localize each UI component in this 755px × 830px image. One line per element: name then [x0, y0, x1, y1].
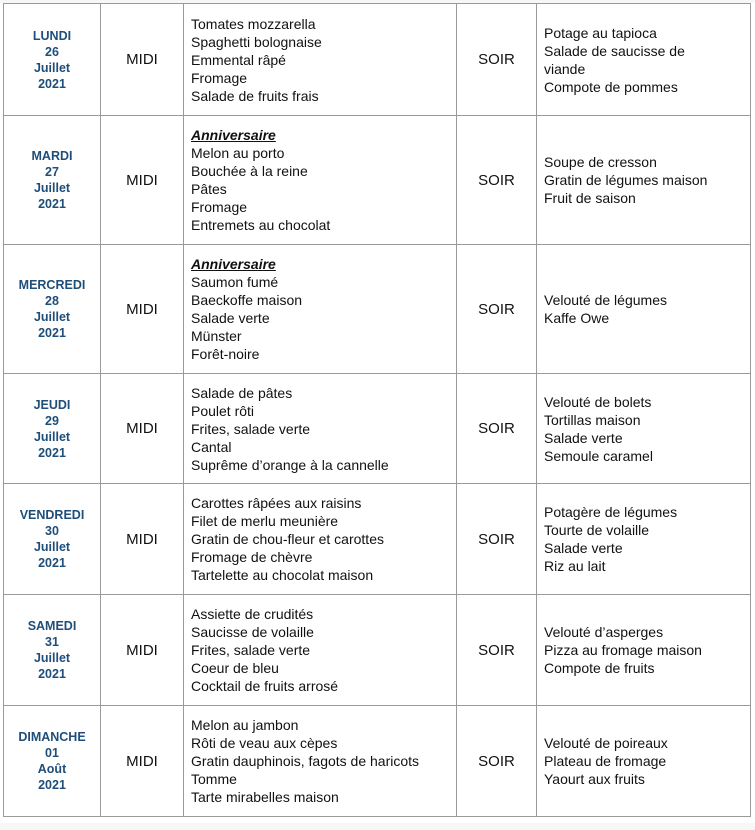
- dinner-label: SOIR: [478, 752, 515, 770]
- day-month: Juillet: [33, 181, 71, 195]
- day-cell: [4, 245, 101, 374]
- day-year: 2021: [38, 326, 66, 340]
- dinner-dish: Salade verte: [544, 429, 623, 446]
- lunch-dishes-cell: [184, 4, 457, 116]
- day-month: Juillet: [33, 651, 71, 665]
- dinner-label: SOIR: [478, 420, 515, 437]
- day-date: 31: [45, 635, 59, 649]
- lunch-dish: Filet de merlu meunière: [191, 513, 339, 529]
- dinner-dish: Fruit de saison: [544, 190, 636, 206]
- lunch-label-cell: [101, 484, 184, 595]
- day-year: 2021: [38, 197, 66, 211]
- dinner-dish: Yaourt aux fruits: [544, 771, 645, 787]
- lunch-dish: Tomme: [191, 771, 237, 787]
- dinner-label-cell: [457, 116, 537, 245]
- lunch-dishes-cell: [184, 245, 457, 374]
- day-year: 2021: [38, 556, 66, 570]
- lunch-dish: Tarte mirabelles maison: [191, 789, 339, 805]
- lunch-dish: Tartelette au chocolat maison: [191, 567, 374, 583]
- lunch-dish: Münster: [191, 328, 242, 344]
- lunch-dish: Melon au porto: [191, 145, 285, 161]
- lunch-dish: Gratin de chou-fleur et carottes: [191, 531, 384, 547]
- dinner-dish: viande: [544, 60, 586, 77]
- lunch-dish: Coeur de bleu: [191, 660, 279, 676]
- dinner-dish: Semoule caramel: [544, 447, 653, 464]
- dinner-dish: Velouté de légumes: [544, 292, 667, 308]
- dinner-label: SOIR: [478, 530, 515, 548]
- day-day: MARDI: [31, 149, 73, 163]
- day-year: 2021: [38, 445, 66, 460]
- lunch-dish: Rôti de veau aux cèpes: [191, 735, 338, 751]
- lunch-dish: Bouchée à la reine: [191, 163, 308, 179]
- lunch-label: MIDI: [126, 752, 158, 770]
- day-cell: [4, 116, 101, 245]
- day-date: 29: [45, 413, 59, 428]
- lunch-label: MIDI: [126, 300, 158, 318]
- dinner-label: SOIR: [478, 641, 515, 659]
- lunch-dish: Saucisse de volaille: [191, 624, 314, 640]
- lunch-label: MIDI: [126, 641, 158, 659]
- lunch-dish: Frites, salade verte: [191, 420, 311, 437]
- lunch-label-cell: [101, 595, 184, 706]
- lunch-label-cell: [101, 116, 184, 245]
- day-cell: [4, 4, 101, 116]
- menu-day-row: [4, 245, 751, 374]
- dinner-dish: Gratin de légumes maison: [544, 172, 708, 188]
- lunch-label-cell: [101, 245, 184, 374]
- dinner-dishes-cell: [537, 595, 751, 706]
- lunch-dish: Fromage: [191, 69, 248, 86]
- day-date: 30: [45, 524, 59, 538]
- day-date: 26: [45, 44, 59, 59]
- lunch-label: MIDI: [126, 171, 158, 189]
- dinner-label-cell: [457, 245, 537, 374]
- menu-day-row: [4, 116, 751, 245]
- menu-day-row: [4, 4, 751, 116]
- lunch-dish: Salade de fruits frais: [191, 87, 319, 104]
- day-year: 2021: [38, 667, 66, 681]
- dinner-dish: Velouté d’asperges: [544, 624, 664, 640]
- lunch-dishes-cell: [184, 116, 457, 245]
- dinner-dish: Compote de fruits: [544, 660, 655, 676]
- day-date: 01: [45, 746, 59, 760]
- dinner-dishes-cell: [537, 4, 751, 116]
- dinner-dishes-cell: [537, 245, 751, 374]
- day-month: Juillet: [33, 310, 71, 324]
- dinner-dish: Potage au tapioca: [544, 24, 657, 41]
- dinner-dish: Salade de saucisse de: [544, 42, 685, 59]
- lunch-dish: Cantal: [191, 438, 232, 455]
- day-month: Juillet: [33, 429, 71, 444]
- day-month: Juillet: [33, 60, 71, 75]
- weekly-menu-table: [3, 3, 751, 817]
- day-day: SAMEDI: [27, 619, 77, 633]
- lunch-dish: Entremets au chocolat: [191, 217, 331, 233]
- day-day: VENDREDI: [19, 508, 85, 522]
- lunch-dish: Spaghetti bolognaise: [191, 33, 322, 50]
- lunch-label: MIDI: [126, 51, 158, 68]
- day-date: 27: [45, 165, 59, 179]
- lunch-dish: Salade de pâtes: [191, 384, 293, 401]
- menu-day-row: [4, 484, 751, 595]
- dinner-dish: Tortillas maison: [544, 411, 641, 428]
- lunch-dish: Assiette de crudités: [191, 606, 314, 622]
- lunch-label-cell: [101, 374, 184, 484]
- lunch-dish: Fromage de chèvre: [191, 549, 313, 565]
- lunch-dish: Pâtes: [191, 181, 227, 197]
- dinner-label-cell: [457, 706, 537, 817]
- dinner-label-cell: [457, 595, 537, 706]
- day-cell: [4, 595, 101, 706]
- special-occasion-label: Anniversaire: [191, 127, 276, 143]
- dinner-dish: Compote de pommes: [544, 78, 678, 95]
- day-day: JEUDI: [33, 397, 71, 412]
- lunch-dish: Forêt-noire: [191, 346, 260, 362]
- dinner-dish: Tourte de volaille: [544, 522, 650, 538]
- dinner-dish: Riz au lait: [544, 558, 606, 574]
- lunch-dishes-cell: [184, 374, 457, 484]
- menu-day-row: [4, 595, 751, 706]
- dinner-label-cell: [457, 484, 537, 595]
- day-day: DIMANCHE: [18, 730, 86, 744]
- day-year: 2021: [38, 76, 66, 91]
- menu-table-body: [4, 4, 751, 817]
- lunch-dishes-cell: [184, 706, 457, 817]
- lunch-label: MIDI: [126, 530, 158, 548]
- dinner-dishes-cell: [537, 706, 751, 817]
- lunch-label-cell: [101, 706, 184, 817]
- lunch-dish: Poulet rôti: [191, 402, 255, 419]
- dinner-dish: Velouté de bolets: [544, 393, 652, 410]
- menu-day-row: [4, 374, 751, 484]
- dinner-dishes-cell: [537, 484, 751, 595]
- menu-day-row: [4, 706, 751, 817]
- lunch-dish: Cocktail de fruits arrosé: [191, 678, 339, 694]
- dinner-label-cell: [457, 374, 537, 484]
- dinner-dish: Plateau de fromage: [544, 753, 667, 769]
- day-month: Juillet: [33, 540, 71, 554]
- lunch-dish: Tomates mozzarella: [191, 15, 316, 32]
- lunch-dish: Melon au jambon: [191, 717, 299, 733]
- day-cell: [4, 374, 101, 484]
- dinner-label: SOIR: [478, 51, 515, 68]
- lunch-dish: Saumon fumé: [191, 274, 279, 290]
- day-cell: [4, 484, 101, 595]
- day-day: LUNDI: [32, 28, 72, 43]
- day-month: Août: [37, 762, 67, 776]
- lunch-dish: Carottes râpées aux raisins: [191, 495, 362, 511]
- day-date: 28: [45, 294, 59, 308]
- day-cell: [4, 706, 101, 817]
- lunch-dish: Gratin dauphinois, fagots de haricots: [191, 753, 420, 769]
- dinner-dish: Pizza au fromage maison: [544, 642, 702, 658]
- dinner-label: SOIR: [478, 300, 515, 318]
- lunch-dishes-cell: [184, 484, 457, 595]
- dinner-label: SOIR: [478, 171, 515, 189]
- dinner-label-cell: [457, 4, 537, 116]
- lunch-label: MIDI: [126, 420, 158, 437]
- lunch-dish: Baeckoffe maison: [191, 292, 303, 308]
- dinner-dish: Potagère de légumes: [544, 504, 678, 520]
- lunch-dish: Fromage: [191, 199, 248, 215]
- lunch-dish: Suprême d’orange à la cannelle: [191, 456, 389, 473]
- day-year: 2021: [38, 778, 66, 792]
- dinner-dishes-cell: [537, 116, 751, 245]
- menu-page: [0, 3, 755, 823]
- dinner-dishes-cell: [537, 374, 751, 484]
- lunch-dishes-cell: [184, 595, 457, 706]
- special-occasion-label: Anniversaire: [191, 256, 276, 272]
- lunch-dish: Emmental râpé: [191, 51, 286, 68]
- dinner-dish: Velouté de poireaux: [544, 735, 668, 751]
- lunch-label-cell: [101, 4, 184, 116]
- day-day: MERCREDI: [18, 278, 86, 292]
- dinner-dish: Soupe de cresson: [544, 154, 657, 170]
- lunch-dish: Frites, salade verte: [191, 642, 311, 658]
- dinner-dish: Kaffe Owe: [544, 310, 610, 326]
- dinner-dish: Salade verte: [544, 540, 623, 556]
- lunch-dish: Salade verte: [191, 310, 270, 326]
